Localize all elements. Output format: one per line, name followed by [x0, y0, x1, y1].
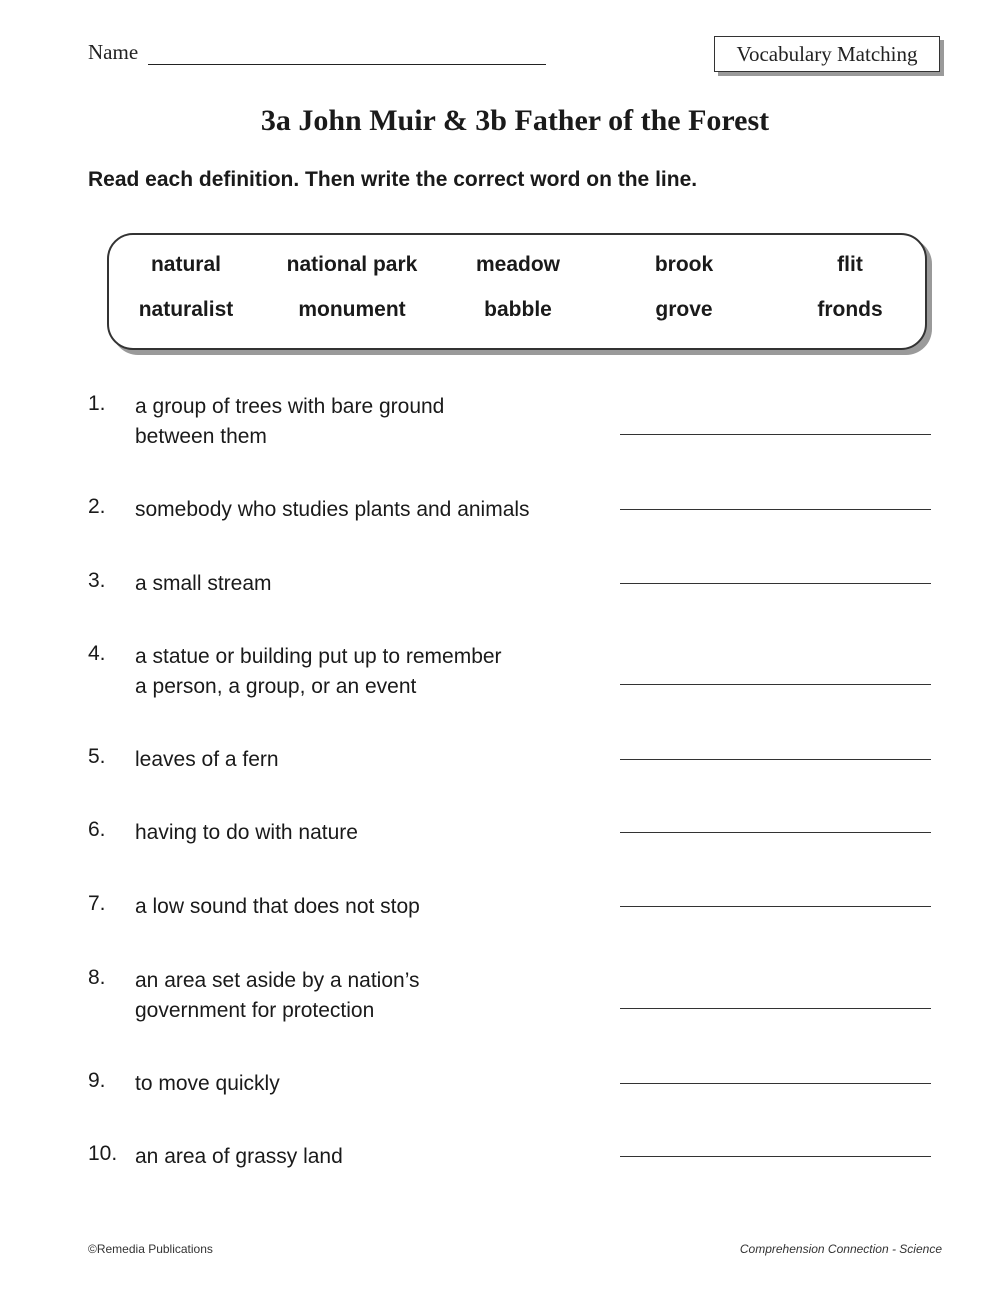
definition-text-cont: government for protection — [135, 999, 375, 1022]
answer-line[interactable] — [620, 832, 931, 833]
item-number: 6. — [88, 818, 106, 841]
item-number: 10. — [88, 1142, 118, 1165]
word-bank-word: brook — [654, 253, 714, 276]
item-number: 5. — [88, 745, 106, 768]
definition-text-cont: between them — [135, 425, 267, 448]
answer-line[interactable] — [620, 1083, 931, 1084]
word-bank-word: national park — [286, 253, 418, 276]
definition-text: a small stream — [135, 572, 272, 595]
word-bank-word: flit — [837, 253, 863, 276]
definition-text-cont: a person, a group, or an event — [135, 675, 417, 698]
word-bank — [107, 233, 927, 350]
definition-text: a statue or building put up to remember — [135, 645, 502, 668]
item-number: 1. — [88, 392, 106, 415]
name-row — [88, 40, 546, 65]
answer-line[interactable] — [620, 1008, 931, 1009]
word-bank-word: naturalist — [138, 298, 234, 321]
item-number: 4. — [88, 642, 106, 665]
definition-text: somebody who studies plants and animals — [135, 498, 530, 521]
answer-line[interactable] — [620, 1156, 931, 1157]
definition-text: an area set aside by a nation’s — [135, 969, 420, 992]
definition-text: to move quickly — [135, 1072, 280, 1095]
item-number: 2. — [88, 495, 106, 518]
definition-text: a low sound that does not stop — [135, 895, 420, 918]
name-input-line[interactable] — [148, 40, 546, 65]
footer-series: Comprehension Connection - Science — [739, 1242, 942, 1256]
word-bank-word: monument — [298, 298, 406, 321]
definition-text: a group of trees with bare ground — [135, 395, 445, 418]
definition-text: having to do with nature — [135, 821, 358, 844]
vocabulary-matching-badge: Vocabulary Matching — [714, 36, 940, 72]
footer-publisher: ©Remedia Publications — [88, 1242, 213, 1256]
word-bank-word: fronds — [817, 298, 883, 321]
item-number: 8. — [88, 966, 106, 989]
answer-line[interactable] — [620, 583, 931, 584]
answer-line[interactable] — [620, 906, 931, 907]
word-bank-word: grove — [655, 298, 713, 321]
answer-line[interactable] — [620, 434, 931, 435]
definition-text: leaves of a fern — [135, 748, 279, 771]
item-number: 7. — [88, 892, 106, 915]
item-number: 3. — [88, 569, 106, 592]
word-bank-word: natural — [150, 253, 221, 276]
word-bank-word: babble — [484, 298, 552, 321]
page-title: 3a John Muir & 3b Father of the Forest — [260, 104, 770, 137]
word-bank-word: meadow — [475, 253, 561, 276]
definition-text: an area of grassy land — [135, 1145, 343, 1168]
answer-line[interactable] — [620, 684, 931, 685]
name-label: Name — [88, 40, 139, 64]
answer-line[interactable] — [620, 759, 931, 760]
item-number: 9. — [88, 1069, 106, 1092]
instructions: Read each definition. Then write the correct word on the line. — [88, 168, 698, 191]
answer-line[interactable] — [620, 509, 931, 510]
